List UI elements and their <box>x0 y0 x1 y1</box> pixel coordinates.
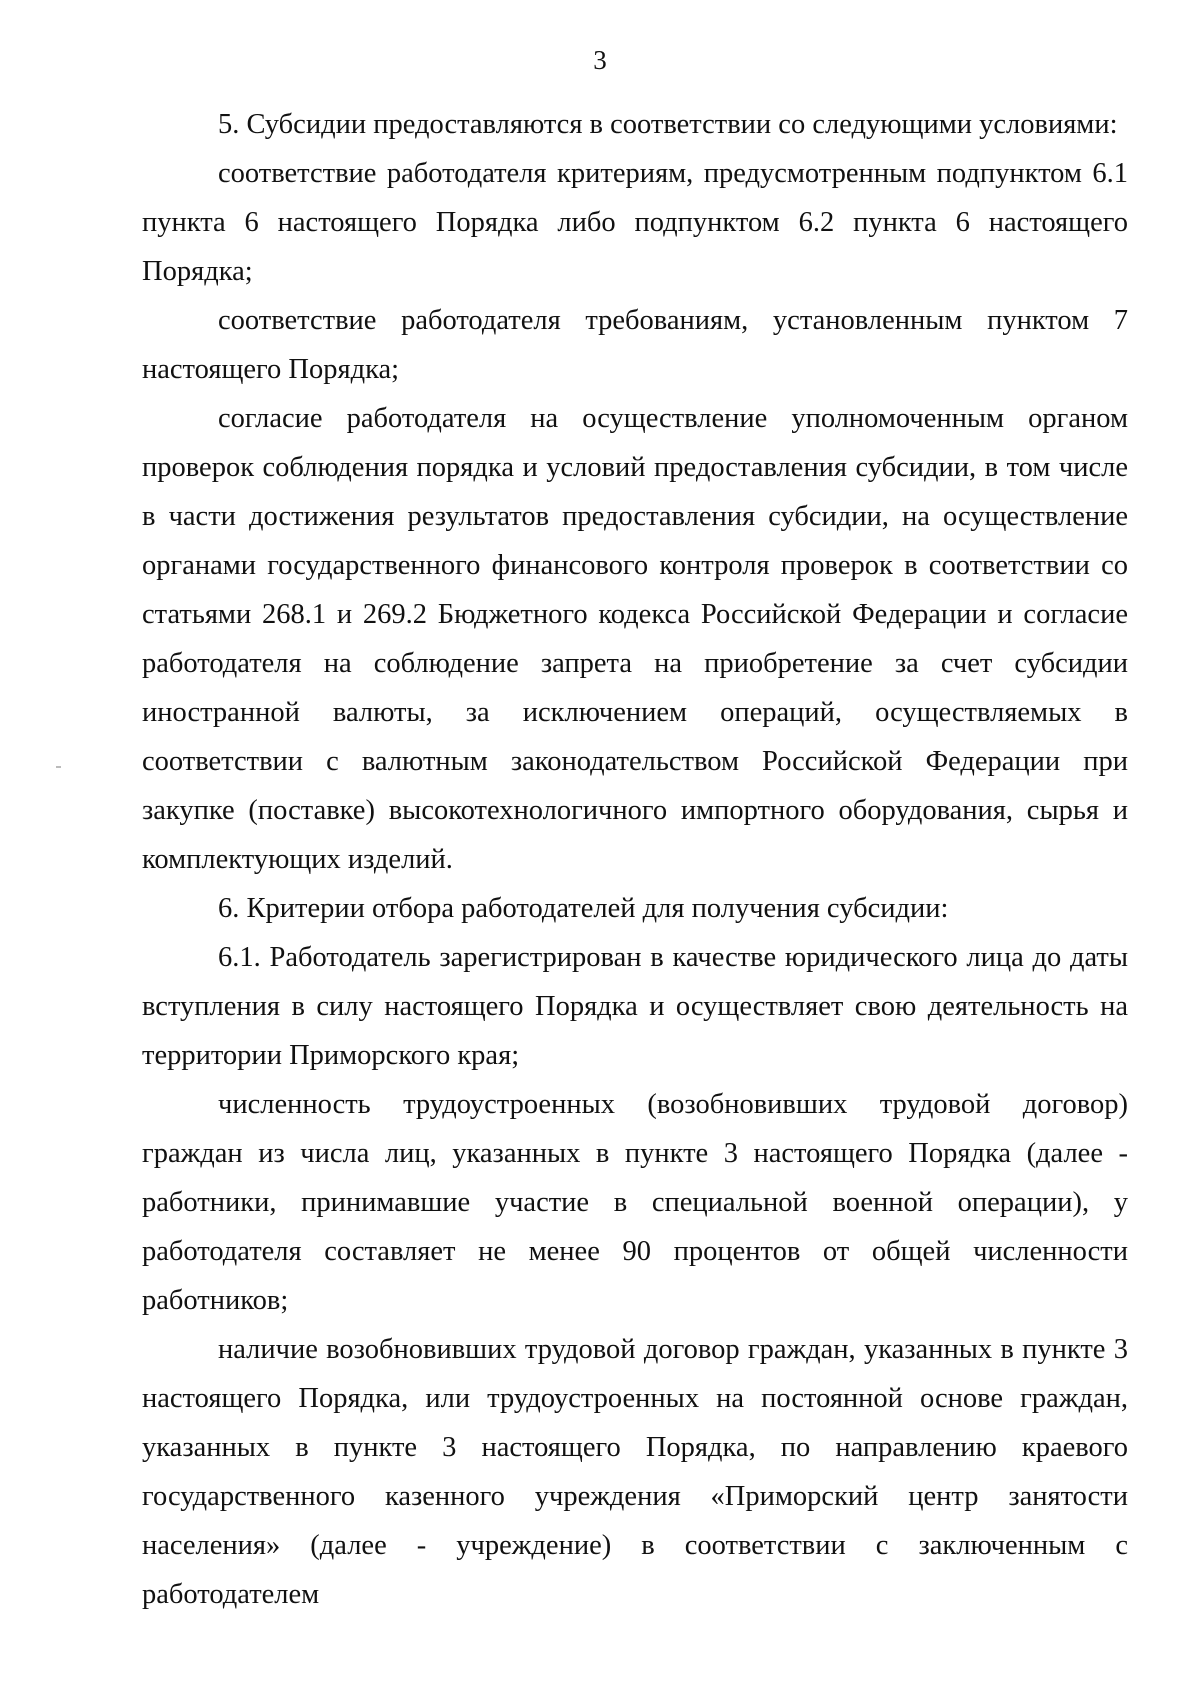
paragraph-employment-center: наличие возобновивших трудовой договор граждан, указанных в пункте 3 настоящего Порядка, или трудоустроенных на постоянной основе граждан, указанных в пункте 3 настоящего Порядка, по направлению краевого государственного казенного учреждения «Приморский центр занятости населения» (далее - учреждение) в соответствии с заключенным с работодателем <box>142 1334 1128 1610</box>
page-number: 3 <box>593 45 607 75</box>
scan-artifact-mark <box>56 766 61 768</box>
paragraph-criteria-compliance: соответствие работодателя критериям, предусмотренным подпунктом 6.1 пункта 6 настоящего Порядка либо подпунктом 6.2 пункта 6 настоящего Порядка; <box>142 158 1128 287</box>
paragraph-6-1-registration: 6.1. Работодатель зарегистрирован в качестве юридического лица до даты вступления в силу настоящего Порядка и осуществляет свою деятельность на территории Приморского края; <box>142 942 1128 1071</box>
paragraph-consent-inspections: согласие работодателя на осуществление уполномоченным органом проверок соблюдения порядка и условий предоставления субсидии, в том числе в части достижения результатов предоставления субсидии, на осуществление органами государственного финансового контроля проверок в соответствии со статьями 268.1 и 269.2 Бюджетного кодекса Российской Федерации и согласие работодателя на соблюдение запрета на приобретение за счет субсидии иностранной валюты, за исключением операций, осуществляемых в соответствии с валютным законодательством Российской Федерации при закупке (поставке) высокотехнологичного импортного оборудования, сырья и комплектующих изделий. <box>142 403 1128 875</box>
paragraph-requirements-compliance: соответствие работодателя требованиям, установленным пунктом 7 настоящего Порядка; <box>142 305 1128 385</box>
paragraph-employee-share: численность трудоустроенных (возобновивших трудовой договор) граждан из числа лиц, указанных в пункте 3 настоящего Порядка (далее - работники, принимавшие участие в специальной военной операции), у работодателя составляет не менее 90 процентов от общей численности работников; <box>142 1089 1128 1316</box>
document-body <box>142 100 1128 1619</box>
paragraph-5-conditions: 5. Субсидии предоставляются в соответствии со следующими условиями: <box>218 109 1118 140</box>
paragraph-6-selection-criteria: 6. Критерии отбора работодателей для получения субсидии: <box>218 893 949 924</box>
